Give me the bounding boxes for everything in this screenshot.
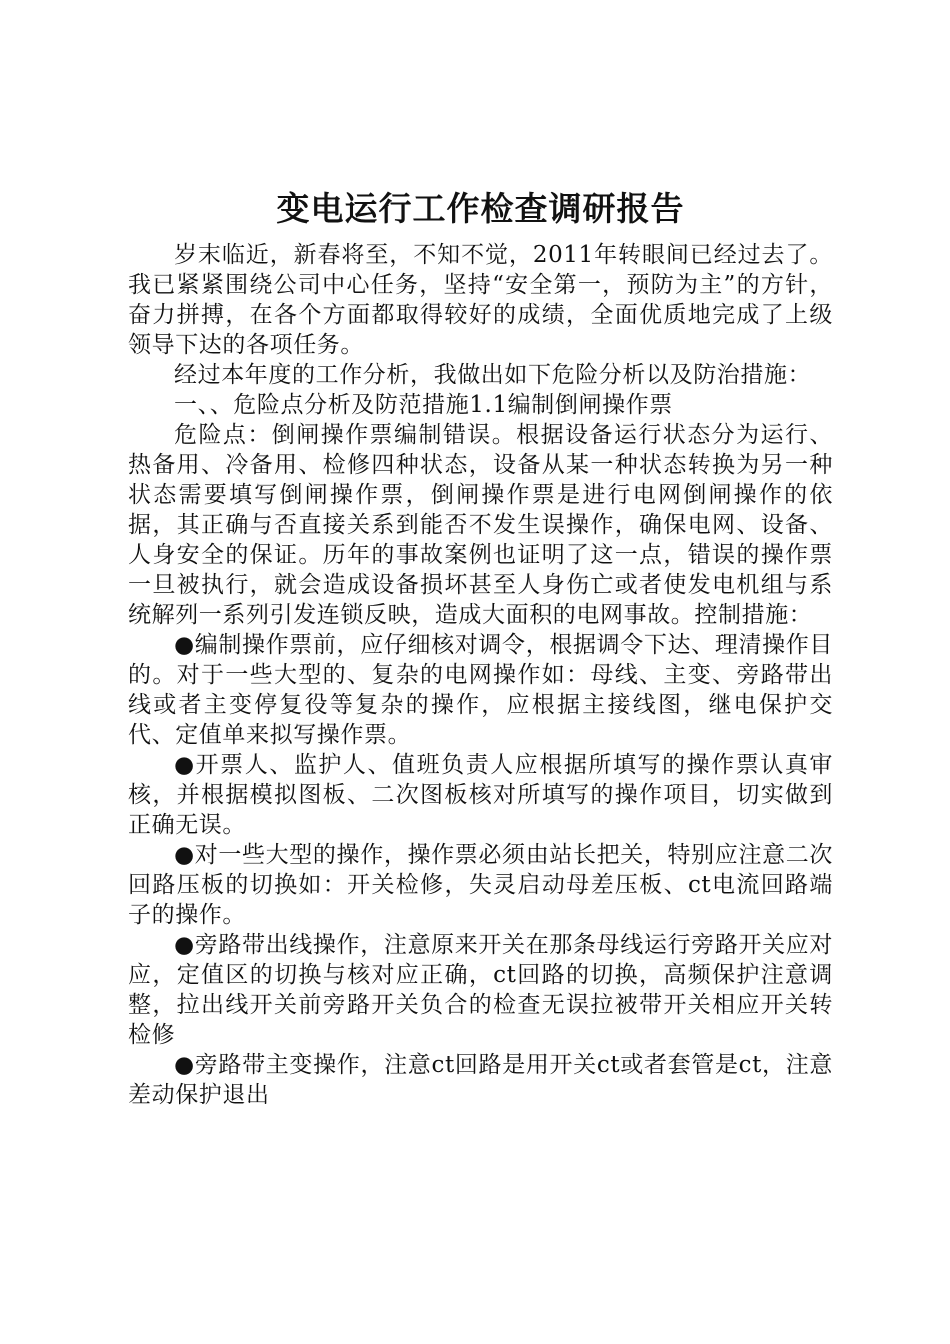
measure-item: ●旁路带主变操作，注意ct回路是用开关ct或者套管是ct，注意差动保护退出 xyxy=(128,1052,833,1108)
measure-item: ●开票人、监护人、值班负责人应根据所填写的操作票认真审核，并根据模拟图板、二次图板核对所填写的操作项目，切实做到正确无误。 xyxy=(128,752,833,838)
measure-item: ●编制操作票前，应仔细核对调令，根据调令下达、理清操作目的。对于一些大型的、复杂的电网操作如：母线、主变、旁路带出线或者主变停复役等复杂的操作，应根据主接线图，继电保护交代、定值单来拟写操作票。 xyxy=(128,632,833,748)
document-body xyxy=(128,186,833,1110)
risk-point-paragraph: 危险点：倒闸操作票编制错误。根据设备运行状态分为运行、热备用、冷备用、检修四种状态，设备从某一种状态转换为另一种状态需要填写倒闸操作票，倒闸操作票是进行电网倒闸操作的依据，其正确与否直接关系到能否不发生误操作，确保电网、设备、人身安全的保证。历年的事故案例也证明了这一点，错误的操作票一旦被执行，就会造成设备损坏甚至人身伤亡或者使发电机组与系统解列一系列引发连锁反映，造成大面积的电网事故。控制措施： xyxy=(128,422,833,628)
analysis-intro-paragraph: 经过本年度的工作分析，我做出如下危险分析以及防治措施： xyxy=(174,362,812,388)
section-heading: 一、、危险点分析及防范措施1.1编制倒闸操作票 xyxy=(174,392,673,418)
intro-paragraph: 岁末临近，新春将至，不知不觉，2011年转眼间已经过去了。我已紧紧围绕公司中心任务，坚持“安全第一，预防为主”的方针，奋力拼搏，在各个方面都取得较好的成绩，全面优质地完成了上级领导下达的各项任务。 xyxy=(128,242,833,358)
measure-item: ●对一些大型的操作，操作票必须由站长把关，特别应注意二次回路压板的切换如：开关检修，失灵启动母差压板、ct电流回路端子的操作。 xyxy=(128,842,833,928)
document-title: 变电运行工作检查调研报告 xyxy=(276,189,685,228)
measure-item: ●旁路带出线操作，注意原来开关在那条母线运行旁路开关应对应，定值区的切换与核对应正确，ct回路的切换，高频保护注意调整，拉出线开关前旁路开关负合的检查无误拉被带开关相应开关转检修 xyxy=(128,932,833,1048)
